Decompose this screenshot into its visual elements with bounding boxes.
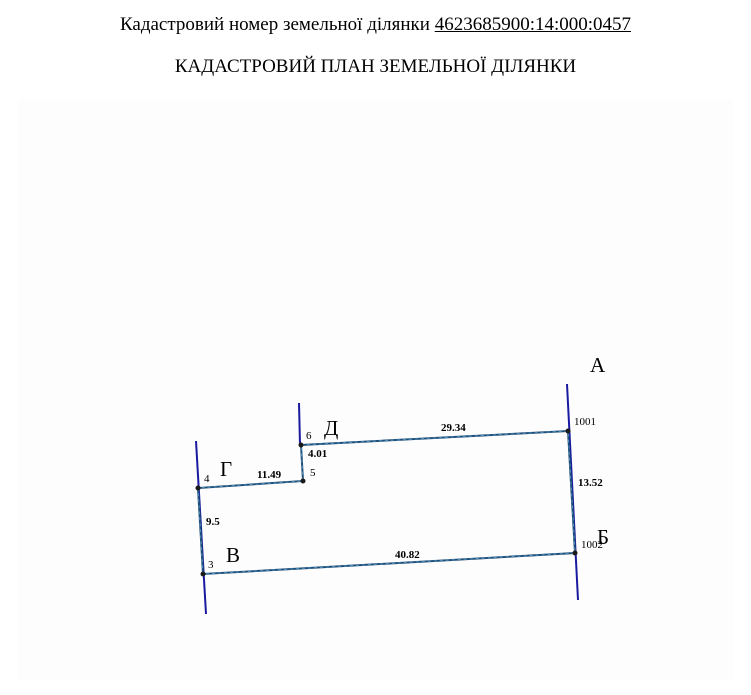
parcel-boundary: [198, 431, 575, 574]
adjacency-line-d: [299, 403, 300, 445]
segment-length-3-4: 9.5: [206, 516, 220, 528]
boundary-point-1002: [573, 551, 578, 556]
boundary-point-3: [201, 572, 206, 577]
boundary-point-4: [196, 486, 201, 491]
boundary-point-1001: [566, 429, 571, 434]
boundary-point-6: [299, 443, 304, 448]
segment-length-1002-3: 40.82: [395, 549, 420, 561]
plan-title: КАДАСТРОВИЙ ПЛАН ЗЕМЕЛЬНОЇ ДІЛЯНКИ: [174, 56, 577, 77]
point-label-4: 4: [204, 473, 210, 485]
segment-length-5-6: 4.01: [308, 448, 328, 460]
parcel-boundary-inner-dash: [198, 431, 575, 574]
point-label-5: 5: [310, 467, 316, 479]
point-label-6: 6: [306, 430, 312, 442]
adjacent-label-g: Г: [220, 457, 233, 481]
boundary-point-5: [301, 479, 306, 484]
point-label-1002: 1002: [581, 539, 603, 551]
point-label-3: 3: [208, 559, 214, 571]
adjacent-label-d: Д: [324, 416, 339, 440]
segment-length-1001-1002: 13.52: [578, 477, 603, 489]
segment-length-6-1001: 29.34: [441, 422, 466, 434]
cadastral-number: 4623685900:14:000:0457: [434, 14, 632, 35]
adjacent-label-v: В: [226, 543, 241, 567]
adjacent-label-a: А: [590, 353, 606, 377]
cadastral-number-label: Кадастровий номер земельної ділянки: [119, 14, 435, 35]
segment-length-4-5: 11.49: [257, 469, 282, 481]
point-label-1001: 1001: [574, 416, 596, 428]
adjacent-label-b: Б: [597, 525, 610, 549]
